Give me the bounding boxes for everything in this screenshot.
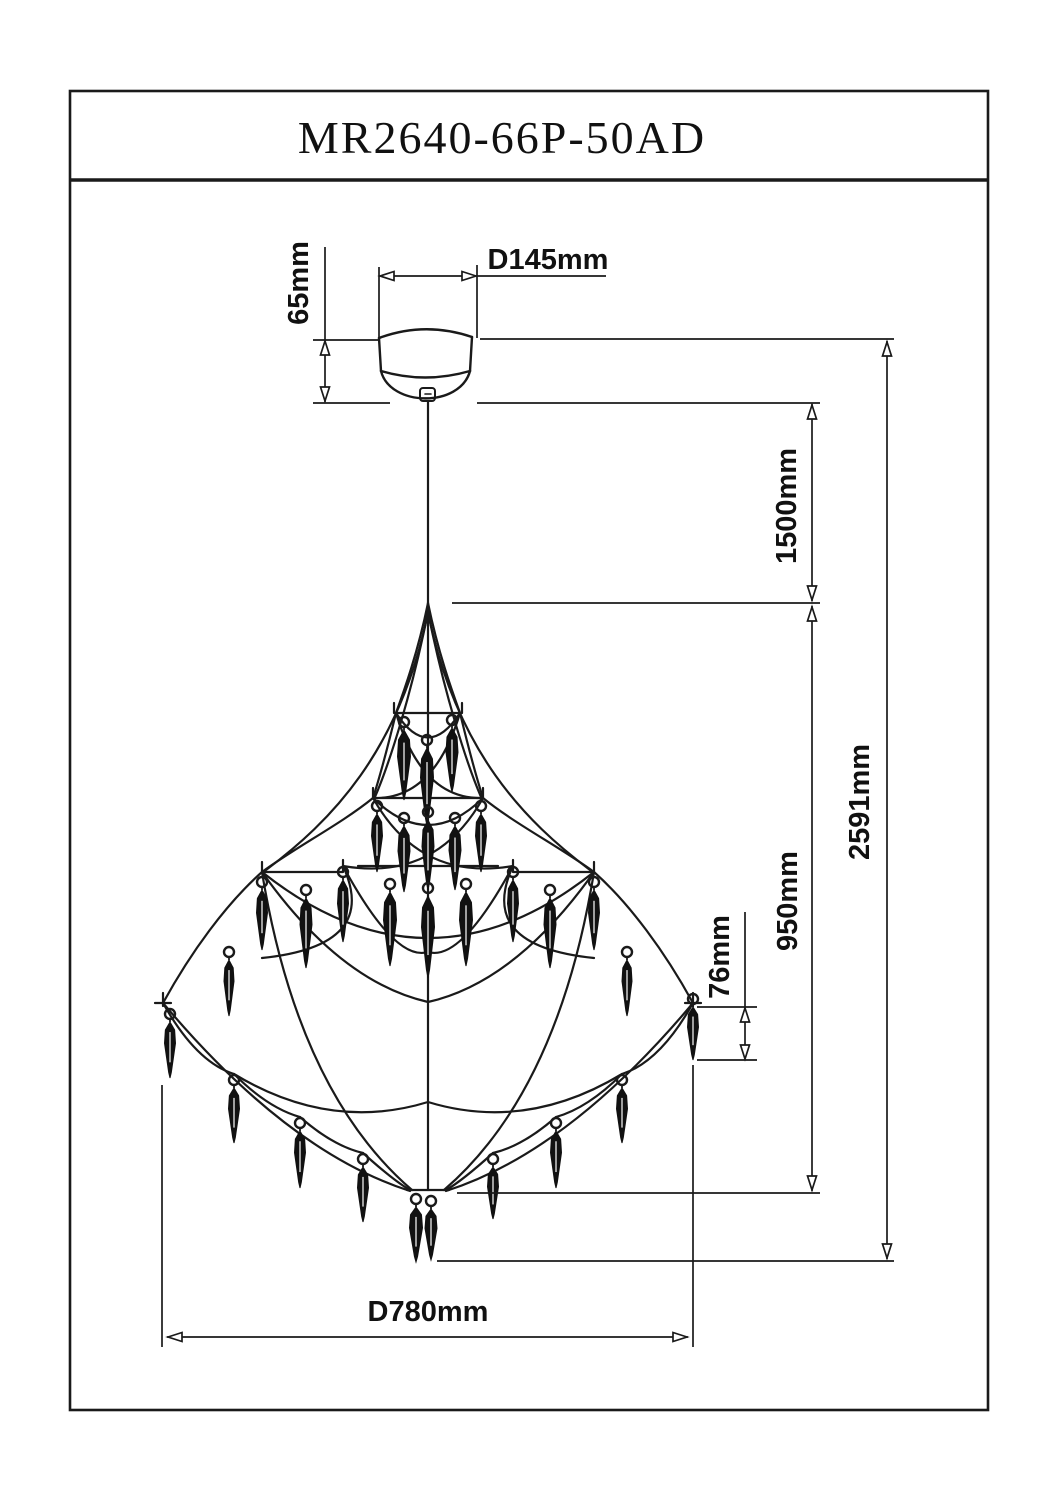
cascade-left-4 [363,1153,410,1190]
frame-outer-left-2 [373,713,396,798]
canopy-diameter-label: D145mm [487,244,609,276]
model-number-title: MR2640-66P-50AD [297,112,707,163]
drop-ring [301,885,311,895]
frame-outer-right-4 [594,872,693,1003]
drop-ring [411,1194,421,1204]
body-diameter-label: D780mm [367,1296,489,1328]
body-height-label: 950mm [772,851,804,951]
frame-outer-left-1 [396,603,428,713]
cascade-right-4 [446,1153,493,1190]
frame-outer-right-1 [428,603,460,713]
canopy-left-side [379,338,381,371]
canopy-right-side [470,337,472,371]
tier3-bar-right [513,860,594,872]
frame-outer-right-2 [460,713,483,798]
frame-outer-left-4 [163,872,262,1003]
overall-height-label: 2591mm [844,743,876,861]
drop-ring [461,879,471,889]
ceiling-canopy [379,329,472,401]
tier3-bar-left [262,860,343,872]
swag-6 [343,798,483,869]
cascade-left-3 [300,1117,363,1153]
drop-ring [622,947,632,957]
suspension-length-label: 1500mm [771,447,803,565]
drop-ring [224,947,234,957]
canopy-top-arc [379,329,472,338]
crystal-drops [165,715,699,1262]
drop-ring [488,1154,498,1164]
cascade-right-1 [622,1003,693,1074]
cascade-right-3 [493,1117,556,1153]
drop-ring [426,1196,436,1206]
dimension-lines [162,247,894,1347]
crystal-drop-length-label: 76mm [704,915,736,999]
drop-ring [545,885,555,895]
dimension-overall-height [437,339,894,1261]
dimension-suspension-length [452,403,820,603]
canopy-height-label: 65mm [283,241,315,325]
drop-ring [358,1154,368,1164]
swag-5 [373,798,513,869]
drop-ring [551,1118,561,1128]
drop-ring [385,879,395,889]
drop-ring [295,1118,305,1128]
canopy-rim-arc [381,371,470,378]
